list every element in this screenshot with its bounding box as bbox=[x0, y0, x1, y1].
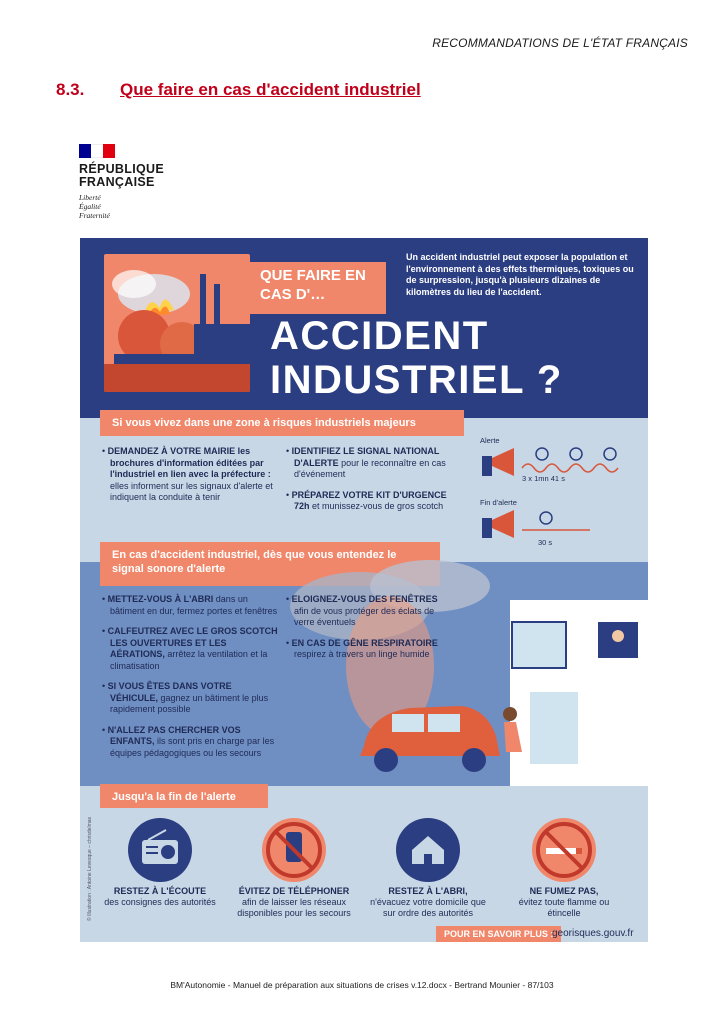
no-phone-icon bbox=[262, 818, 326, 882]
alarm-item-windows: • ELOIGNEZ-VOUS DES FENÊTRES afin de vous protéger des éclats de verre éventuels bbox=[286, 594, 438, 627]
logo-line2: FRANÇAISE bbox=[79, 175, 155, 189]
alarm-item-shelter: • METTEZ-VOUS À L'ABRI dans un bâtiment en dur, fermez portes et fenêtres bbox=[102, 594, 278, 616]
band-risk-zone: Si vous vivez dans une zone à risques industriels majeurs bbox=[100, 410, 464, 436]
caption-listen: RESTEZ À L'ÉCOUTE des consignes des autorités bbox=[104, 886, 216, 907]
illustration-credit: © Illustration : Antoine Levesque – chrisdelmas bbox=[87, 816, 93, 921]
zone-right-column bbox=[286, 446, 464, 522]
motto-fraternite: Fraternité bbox=[79, 211, 110, 220]
band-end-alert: Jusqu'a la fin de l'alerte bbox=[100, 784, 268, 808]
french-flag-icon bbox=[79, 144, 115, 158]
section-heading bbox=[56, 80, 421, 100]
more-info-label: POUR EN SAVOIR PLUS : bbox=[436, 926, 561, 942]
page-footer: BM'Autonomie - Manuel de préparation aux situations de crises v.12.docx - Bertrand Mounier - 87/103 bbox=[170, 980, 554, 990]
alarm-right-column bbox=[286, 594, 442, 670]
zone-item-kit: • PRÉPAREZ VOTRE KIT D'URGENCE 72h et munissez-vous de gros scotch bbox=[286, 489, 447, 511]
zone-item-signal: • IDENTIFIEZ LE SIGNAL NATIONAL D'ALERTE pour le reconnaître en cas d'événement bbox=[286, 446, 446, 479]
end-alert-duration: 30 s bbox=[538, 538, 553, 547]
factory-fire-illustration bbox=[104, 254, 250, 392]
no-smoking-icon bbox=[532, 818, 596, 882]
caption-shelter: RESTEZ À L'ABRI, n'évacuez votre domicile que sur ordre des autorités bbox=[370, 886, 486, 918]
motto-egalite: Égalité bbox=[79, 202, 101, 211]
alarm-item-children: • N'ALLEZ PAS CHERCHER VOS ENFANTS, ils sont pris en charge par les équipes pédagogiques ou les secours bbox=[102, 724, 275, 758]
alert-signal-label: Alerte bbox=[480, 436, 500, 445]
question-label: QUE FAIRE EN CAS D'… bbox=[250, 262, 386, 314]
alarm-item-vehicle: • SI VOUS ÊTES DANS VOTRE VÉHICULE, gagnez un bâtiment le plus rapidement possible bbox=[102, 681, 269, 714]
intro-text: Un accident industriel peut exposer la population et l'environnement à des effets thermiques, toxiques ou de surpression, jusqu'à plusieurs dizaines de kilomètres du lieu de l'accident. bbox=[406, 252, 634, 297]
website-link[interactable]: georisques.gouv.fr bbox=[552, 928, 634, 939]
alert-duration: 3 x 1mn 41 s bbox=[522, 474, 565, 483]
band-alarm: En cas d'accident industriel, dès que vous entendez le signal sonore d'alerte bbox=[100, 542, 440, 586]
zone-left-column bbox=[102, 446, 278, 513]
section-title: Que faire en cas d'accident industriel bbox=[120, 80, 421, 99]
page-header: RECOMMANDATIONS DE L'ÉTAT FRANÇAIS bbox=[432, 36, 688, 50]
radio-icon bbox=[128, 818, 192, 882]
infographic-poster bbox=[80, 238, 648, 942]
end-alert-label: Fin d'alerte bbox=[480, 498, 517, 507]
zone-item-mairie: • DEMANDEZ À VOTRE MAIRIE les brochures d'information éditées par l'industriel en lien avec la préfecture : elles informent sur les signaux d'alerte et indiquent la conduite à tenir bbox=[102, 446, 273, 502]
house-icon bbox=[396, 818, 460, 882]
alarm-left-column bbox=[102, 594, 278, 768]
poster-title: ACCIDENT INDUSTRIEL ? bbox=[270, 314, 563, 402]
motto-liberte: Liberté bbox=[79, 193, 101, 202]
caption-smoking: NE FUMEZ PAS, évitez toute flamme ou étincelle bbox=[518, 886, 610, 918]
logo-line1: RÉPUBLIQUE bbox=[79, 162, 164, 176]
alarm-item-tape: • CALFEUTREZ AVEC LE GROS SCOTCH LES OUVERTURES ET LES AÉRATIONS, arrêtez la ventilation et la climatisation bbox=[102, 626, 278, 671]
accident-scene-illustration bbox=[260, 556, 648, 786]
alarm-item-breathing: • EN CAS DE GÊNE RESPIRATOIRE respirez à travers un linge humide bbox=[286, 637, 438, 659]
caption-phone: ÉVITEZ DE TÉLÉPHONER afin de laisser les réseaux disponibles pour les secours bbox=[237, 886, 351, 918]
section-number: 8.3. bbox=[56, 80, 85, 99]
republique-francaise-logo bbox=[79, 144, 179, 220]
